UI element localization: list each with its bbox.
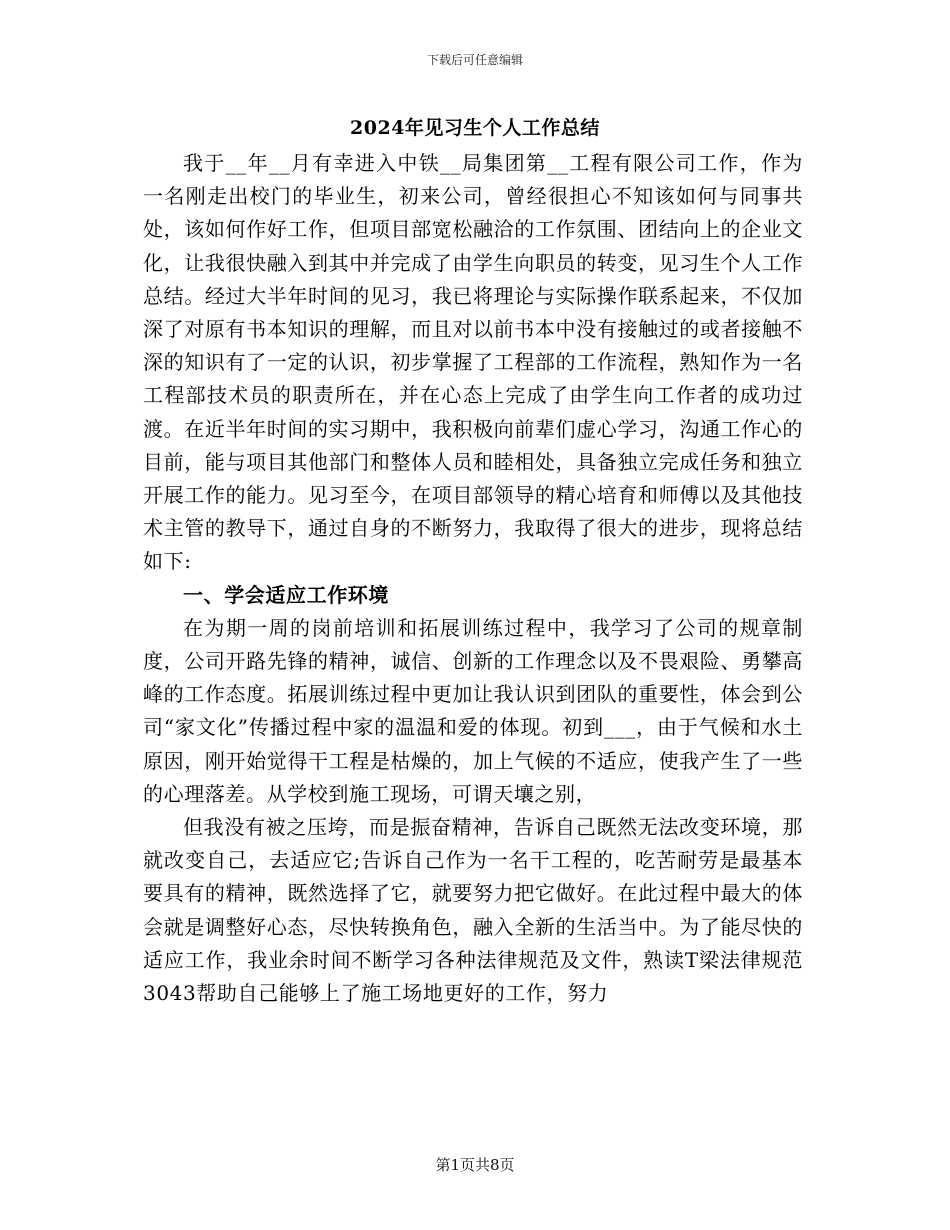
- section-paragraph: 在为期一周的岗前培训和拓展训练过程中，我学习了公司的规章制度，公司开路先锋的精神，诚信、创新的工作理念以及不畏艰险、勇攀高峰的工作态度。拓展训练过程中更加让我认识到团队的重要性，体会到公司“家文化”传播过程中家的温温和爱的体现。初到___，由于气候和水土原因，刚开始觉得干工程是枯燥的，加上气候的不适应，使我产生了一些的心理落差。从学校到施工现场，可谓天壤之别，: [143, 615, 803, 806]
- document-title: 2024年见习生个人工作总结: [350, 117, 600, 139]
- page-number-footer: 第1页共8页: [435, 1156, 515, 1174]
- section-paragraph-continued: 但我没有被之压垮，而是振奋精神，告诉自己既然无法改变环境，那就改变自己，去适应它;告诉自己作为一名干工程的，吃苦耐劳是最基本要具有的精神，既然选择了它，就要努力把它做好。在此过程中最大的体会就是调整好心态，尽快转换角色，融入全新的生活当中。为了能尽快的适应工作，我业余时间不断学习各种法律规范及文件，熟读T梁法律规范3043帮助自己能够上了施工场地更好的工作，努力: [143, 815, 803, 1006]
- header-note: 下载后可任意编辑: [426, 53, 523, 67]
- document-body: [143, 147, 803, 1010]
- intro-paragraph: 我于__年__月有幸进入中铁__局集团第__工程有限公司工作，作为一名刚走出校门的毕业生，初来公司，曾经很担心不知该如何与同事共处，该如何作好工作，但项目部宽松融洽的工作氛围、团结向上的企业文化，让我很快融入到其中并完成了由学生向职员的转变，见习生个人工作总结。经过大半年时间的见习，我已将理论与实际操作联系起来，不仅加深了对原有书本知识的理解，而且对以前书本中没有接触过的或者接触不深的知识有了一定的认识，初步掌握了工程部的工作流程，熟知作为一名工程部技术员的职责所在，并在心态上完成了由学生向工作者的成功过渡。在近半年时间的实习期中，我积极向前辈们虚心学习，沟通工作心的目前，能与项目其他部门和整体人员和睦相处，具备独立完成任务和独立开展工作的能力。见习至今，在项目部领导的精心培育和师傅以及其他技术主管的教导下，通过自身的不断努力，我取得了很大的进步，现将总结如下:: [143, 151, 803, 574]
- section-heading: 一、学会适应工作环境: [183, 582, 389, 607]
